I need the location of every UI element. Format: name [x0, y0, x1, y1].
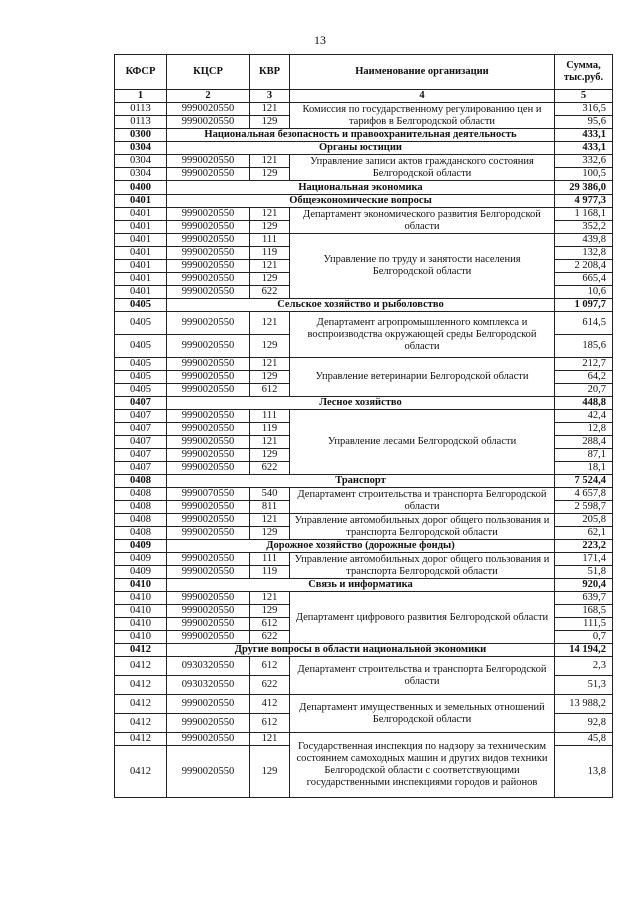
kvr-cell: 622 [250, 286, 290, 299]
kfsr-cell: 0304 [115, 155, 167, 168]
sum-cell: 111,5 [555, 618, 613, 631]
kfsr-cell: 0410 [115, 631, 167, 644]
kvr-cell: 412 [250, 695, 290, 714]
sum-cell: 42,4 [555, 410, 613, 423]
section-row [115, 397, 613, 410]
kfsr-cell: 0401 [115, 234, 167, 247]
header-sum-line2: тыс.руб. [563, 72, 604, 83]
kcsr-cell: 9990020550 [167, 410, 250, 423]
organization-name: Управление по труду и занятости населения Белгородской области [290, 234, 555, 299]
kvr-cell: 612 [250, 384, 290, 397]
table-row [115, 410, 613, 423]
sum-cell: 100,5 [555, 168, 613, 181]
section-sum: 7 524,4 [555, 475, 613, 488]
sum-cell: 132,8 [555, 247, 613, 260]
kfsr-cell: 0401 [115, 208, 167, 221]
organization-name: Департамент цифрового развития Белгородской области [290, 592, 555, 644]
kfsr-cell: 0407 [115, 410, 167, 423]
sum-cell: 45,8 [555, 733, 613, 746]
kfsr-cell: 0401 [115, 260, 167, 273]
kcsr-cell: 9990020550 [167, 733, 250, 746]
kvr-cell: 129 [250, 221, 290, 234]
section-code: 0401 [115, 195, 167, 208]
kcsr-cell: 9990020550 [167, 631, 250, 644]
table-row [115, 155, 613, 168]
section-row [115, 129, 613, 142]
table-row [115, 312, 613, 335]
section-row [115, 299, 613, 312]
header-sum-line1: Сумма, [566, 60, 601, 71]
kcsr-cell: 9990020550 [167, 103, 250, 116]
kfsr-cell: 0408 [115, 514, 167, 527]
table-row [115, 208, 613, 221]
organization-name: Департамент агропромышленного комплекса и воспроизводства окружающей среды Белгородской области [290, 312, 555, 358]
sum-cell: 212,7 [555, 358, 613, 371]
organization-name: Управление лесами Белгородской области [290, 410, 555, 475]
kfsr-cell: 0412 [115, 746, 167, 798]
section-code: 0409 [115, 540, 167, 553]
kcsr-cell: 9990020550 [167, 234, 250, 247]
section-row [115, 181, 613, 195]
kcsr-cell: 9990020550 [167, 155, 250, 168]
sum-cell: 2 598,7 [555, 501, 613, 514]
kcsr-cell: 9990020550 [167, 514, 250, 527]
kfsr-cell: 0408 [115, 501, 167, 514]
kvr-cell: 121 [250, 514, 290, 527]
section-name: Связь и информатика [167, 579, 555, 592]
section-sum: 4 977,3 [555, 195, 613, 208]
organization-name: Департамент строительства и транспорта Белгородской области [290, 657, 555, 695]
sum-cell: 18,1 [555, 462, 613, 475]
section-code: 0412 [115, 644, 167, 657]
kcsr-cell: 9990020550 [167, 260, 250, 273]
kcsr-cell: 9990020550 [167, 273, 250, 286]
kcsr-cell: 9990020550 [167, 449, 250, 462]
section-code: 0304 [115, 142, 167, 155]
kfsr-cell: 0412 [115, 657, 167, 676]
section-row [115, 579, 613, 592]
organization-name: Департамент строительства и транспорта Белгородской области [290, 488, 555, 514]
kfsr-cell: 0405 [115, 384, 167, 397]
kfsr-cell: 0408 [115, 488, 167, 501]
header-kcsr: КЦСР [167, 55, 250, 90]
sum-cell: 20,7 [555, 384, 613, 397]
section-sum: 1 097,7 [555, 299, 613, 312]
kcsr-cell: 9990020550 [167, 168, 250, 181]
sum-cell: 64,2 [555, 371, 613, 384]
header-row [115, 55, 613, 90]
kvr-cell: 121 [250, 312, 290, 335]
kvr-cell: 121 [250, 260, 290, 273]
sum-cell: 51,3 [555, 676, 613, 695]
kcsr-cell: 9990020550 [167, 501, 250, 514]
kvr-cell: 121 [250, 358, 290, 371]
sum-cell: 95,6 [555, 116, 613, 129]
column-number: 2 [167, 90, 250, 103]
kfsr-cell: 0412 [115, 733, 167, 746]
section-code: 0408 [115, 475, 167, 488]
table-row [115, 514, 613, 527]
sum-cell: 332,6 [555, 155, 613, 168]
kfsr-cell: 0113 [115, 116, 167, 129]
kvr-cell: 622 [250, 462, 290, 475]
section-name: Транспорт [167, 475, 555, 488]
sum-cell: 2,3 [555, 657, 613, 676]
section-sum: 433,1 [555, 129, 613, 142]
kcsr-cell: 9990020550 [167, 335, 250, 358]
kvr-cell: 121 [250, 733, 290, 746]
kcsr-cell: 9990020550 [167, 605, 250, 618]
organization-name: Государственная инспекция по надзору за техническим состоянием самоходных машин и других видов техники Белгородской области с соответствующими государственными инспекциями городов и районов [290, 733, 555, 798]
sum-cell: 352,2 [555, 221, 613, 234]
sum-cell: 316,5 [555, 103, 613, 116]
section-code: 0405 [115, 299, 167, 312]
kfsr-cell: 0408 [115, 527, 167, 540]
kcsr-cell: 9990070550 [167, 488, 250, 501]
sum-cell: 10,6 [555, 286, 613, 299]
section-code: 0410 [115, 579, 167, 592]
kcsr-cell: 9990020550 [167, 358, 250, 371]
kcsr-cell: 9990020550 [167, 384, 250, 397]
organization-name: Управление автомобильных дорог общего пользования и транспорта Белгородской области [290, 514, 555, 540]
kfsr-cell: 0410 [115, 592, 167, 605]
kvr-cell: 121 [250, 103, 290, 116]
sum-cell: 1 168,1 [555, 208, 613, 221]
sum-cell: 639,7 [555, 592, 613, 605]
kfsr-cell: 0401 [115, 221, 167, 234]
header-sum [555, 55, 613, 90]
kfsr-cell: 0405 [115, 335, 167, 358]
section-name: Сельское хозяйство и рыболовство [167, 299, 555, 312]
kfsr-cell: 0410 [115, 618, 167, 631]
sum-cell: 185,6 [555, 335, 613, 358]
section-name: Общеэкономические вопросы [167, 195, 555, 208]
sum-cell: 665,4 [555, 273, 613, 286]
section-row [115, 540, 613, 553]
organization-name: Управление записи актов гражданского состояния Белгородской области [290, 155, 555, 181]
kcsr-cell: 9990020550 [167, 221, 250, 234]
table-row [115, 733, 613, 746]
kcsr-cell: 9990020550 [167, 746, 250, 798]
kvr-cell: 129 [250, 605, 290, 618]
kvr-cell: 129 [250, 371, 290, 384]
sum-cell: 13 988,2 [555, 695, 613, 714]
kcsr-cell: 9990020550 [167, 566, 250, 579]
sum-cell: 92,8 [555, 714, 613, 733]
kvr-cell: 129 [250, 168, 290, 181]
sum-cell: 0,7 [555, 631, 613, 644]
kvr-cell: 111 [250, 234, 290, 247]
kfsr-cell: 0407 [115, 423, 167, 436]
kvr-cell: 811 [250, 501, 290, 514]
organization-name: Управление автомобильных дорог общего пользования и транспорта Белгородской области [290, 553, 555, 579]
section-name: Другие вопросы в области национальной экономики [167, 644, 555, 657]
section-row [115, 644, 613, 657]
sum-cell: 205,8 [555, 514, 613, 527]
column-number: 1 [115, 90, 167, 103]
kfsr-cell: 0401 [115, 247, 167, 260]
section-row [115, 142, 613, 155]
table-row [115, 103, 613, 116]
section-sum: 433,1 [555, 142, 613, 155]
kfsr-cell: 0407 [115, 462, 167, 475]
kvr-cell: 540 [250, 488, 290, 501]
section-sum: 14 194,2 [555, 644, 613, 657]
kcsr-cell: 9990020550 [167, 286, 250, 299]
kfsr-cell: 0410 [115, 605, 167, 618]
kcsr-cell: 0930320550 [167, 657, 250, 676]
kcsr-cell: 9990020550 [167, 436, 250, 449]
organization-name: Управление ветеринарии Белгородской области [290, 358, 555, 397]
section-sum: 29 386,0 [555, 181, 613, 195]
kvr-cell: 119 [250, 423, 290, 436]
kcsr-cell: 9990020550 [167, 695, 250, 714]
section-code: 0407 [115, 397, 167, 410]
section-code: 0300 [115, 129, 167, 142]
kvr-cell: 129 [250, 449, 290, 462]
kvr-cell: 119 [250, 247, 290, 260]
kcsr-cell: 9990020550 [167, 462, 250, 475]
kfsr-cell: 0409 [115, 566, 167, 579]
table-row [115, 695, 613, 714]
sum-cell: 171,4 [555, 553, 613, 566]
column-number: 5 [555, 90, 613, 103]
kfsr-cell: 0412 [115, 695, 167, 714]
table-row [115, 592, 613, 605]
kvr-cell: 612 [250, 618, 290, 631]
table-row [115, 553, 613, 566]
organization-name: Департамент имущественных и земельных отношений Белгородской области [290, 695, 555, 733]
column-number-row [115, 90, 613, 103]
kcsr-cell: 9990020550 [167, 553, 250, 566]
header-kfsr: КФСР [115, 55, 167, 90]
column-number: 4 [290, 90, 555, 103]
kfsr-cell: 0407 [115, 449, 167, 462]
kcsr-cell: 9990020550 [167, 618, 250, 631]
table-row [115, 657, 613, 676]
sum-cell: 288,4 [555, 436, 613, 449]
sum-cell: 614,5 [555, 312, 613, 335]
kcsr-cell: 9990020550 [167, 116, 250, 129]
section-name: Дорожное хозяйство (дорожные фонды) [167, 540, 555, 553]
kvr-cell: 129 [250, 746, 290, 798]
sum-cell: 13,8 [555, 746, 613, 798]
section-name: Национальная экономика [167, 181, 555, 195]
sum-cell: 439,8 [555, 234, 613, 247]
kfsr-cell: 0412 [115, 676, 167, 695]
kcsr-cell: 9990020550 [167, 208, 250, 221]
kvr-cell: 129 [250, 527, 290, 540]
kcsr-cell: 9990020550 [167, 371, 250, 384]
organization-name: Комиссия по государственному регулированию цен и тарифов в Белгородской области [290, 103, 555, 129]
kvr-cell: 622 [250, 631, 290, 644]
kfsr-cell: 0405 [115, 312, 167, 335]
section-sum: 920,4 [555, 579, 613, 592]
section-sum: 223,2 [555, 540, 613, 553]
section-row [115, 195, 613, 208]
kvr-cell: 129 [250, 273, 290, 286]
sum-cell: 62,1 [555, 527, 613, 540]
sum-cell: 51,8 [555, 566, 613, 579]
kfsr-cell: 0409 [115, 553, 167, 566]
kvr-cell: 129 [250, 335, 290, 358]
kcsr-cell: 9990020550 [167, 592, 250, 605]
table-body [115, 103, 613, 798]
kvr-cell: 121 [250, 208, 290, 221]
kvr-cell: 129 [250, 116, 290, 129]
table-row [115, 358, 613, 371]
kfsr-cell: 0405 [115, 358, 167, 371]
table-row [115, 488, 613, 501]
section-name: Лесное хозяйство [167, 397, 555, 410]
kfsr-cell: 0401 [115, 273, 167, 286]
kfsr-cell: 0304 [115, 168, 167, 181]
budget-table [114, 54, 613, 798]
header-name: Наименование организации [290, 55, 555, 90]
header-kvr: КВР [250, 55, 290, 90]
kfsr-cell: 0407 [115, 436, 167, 449]
kvr-cell: 119 [250, 566, 290, 579]
sum-cell: 12,8 [555, 423, 613, 436]
kfsr-cell: 0113 [115, 103, 167, 116]
column-number: 3 [250, 90, 290, 103]
kcsr-cell: 9990020550 [167, 527, 250, 540]
sum-cell: 168,5 [555, 605, 613, 618]
kcsr-cell: 9990020550 [167, 423, 250, 436]
kvr-cell: 612 [250, 657, 290, 676]
kvr-cell: 121 [250, 436, 290, 449]
kfsr-cell: 0412 [115, 714, 167, 733]
table-row [115, 234, 613, 247]
kfsr-cell: 0401 [115, 286, 167, 299]
kfsr-cell: 0405 [115, 371, 167, 384]
kcsr-cell: 0930320550 [167, 676, 250, 695]
page-number: 13 [314, 33, 326, 47]
kcsr-cell: 9990020550 [167, 247, 250, 260]
kcsr-cell: 9990020550 [167, 312, 250, 335]
kvr-cell: 111 [250, 553, 290, 566]
section-name: Национальная безопасность и правоохранительная деятельность [167, 129, 555, 142]
sum-cell: 4 657,8 [555, 488, 613, 501]
section-sum: 448,8 [555, 397, 613, 410]
kcsr-cell: 9990020550 [167, 714, 250, 733]
section-name: Органы юстиции [167, 142, 555, 155]
kvr-cell: 612 [250, 714, 290, 733]
section-code: 0400 [115, 181, 167, 195]
sum-cell: 87,1 [555, 449, 613, 462]
kvr-cell: 111 [250, 410, 290, 423]
sum-cell: 2 208,4 [555, 260, 613, 273]
section-row [115, 475, 613, 488]
kvr-cell: 121 [250, 592, 290, 605]
organization-name: Департамент экономического развития Белгородской области [290, 208, 555, 234]
kvr-cell: 121 [250, 155, 290, 168]
kvr-cell: 622 [250, 676, 290, 695]
